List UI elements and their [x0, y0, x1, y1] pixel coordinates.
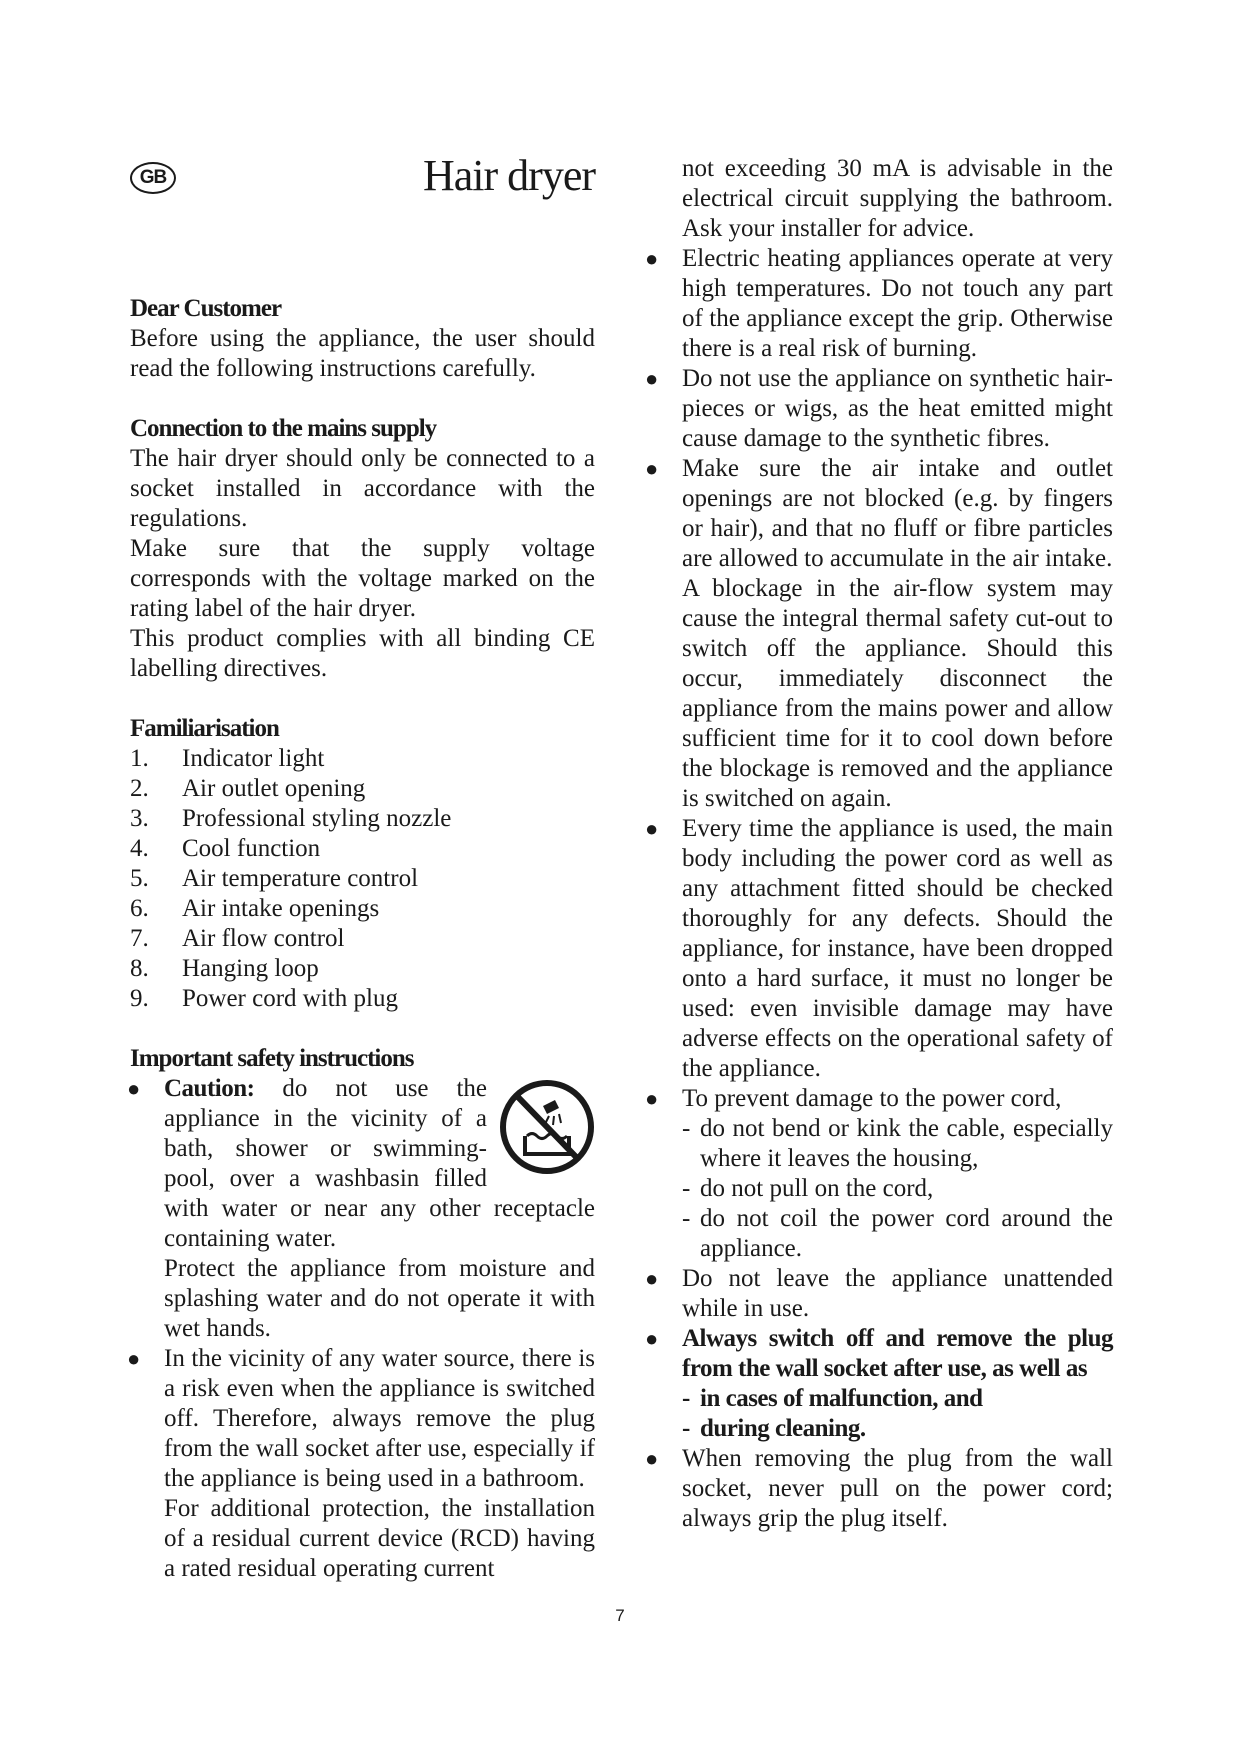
item-number: 6. [130, 895, 149, 922]
item-label: Cool function [182, 835, 321, 862]
list-item [130, 774, 595, 804]
switch-off-sub-text: during cleaning. [700, 1415, 866, 1442]
switch-off-sub-item: - during cleaning. [682, 1415, 866, 1442]
page-title: Hair dryer [422, 151, 595, 200]
cord-sub-item: - do not coil the power cord around the appliance. [682, 1205, 1113, 1262]
item-number: 9. [130, 985, 149, 1012]
item-label: Air flow control [182, 925, 345, 952]
cord-sub-text: do not bend or kink the cable, especially where it leaves the housing, [700, 1115, 1113, 1172]
air-intake-bullet: ● Make sure the air intake and outlet openings are not blocked (e.g. by fingers or hair), and that no fluff or fibre particles are allowed to accumulate in the air intake. [648, 454, 1113, 574]
switch-off-bullet: ● Always switch off and remove the plug from the wall socket after use, as well as [648, 1324, 1113, 1384]
page-header [130, 150, 595, 250]
item-label: Indicator light [182, 745, 325, 772]
switch-off-sub-item: - in cases of malfunction, and [682, 1385, 983, 1412]
item-number: 1. [130, 745, 149, 772]
blockage-text: A blockage in the air-flow system may cause the integral thermal safety cut-out to switch off the appliance. Should this occur, immediately disconnect the appliance from the mains power and allow sufficient time for it to cool down before the blockage is removed and the appliance is switched on again. [682, 575, 1113, 812]
mains-heading: Connection to the mains supply [130, 415, 437, 442]
cord-sub-item: - do not bend or kink the cable, especially where it leaves the housing, [682, 1115, 1113, 1172]
water-source-bullet: ● In the vicinity of any water source, there is a risk even when the appliance is switched off. Therefore, always remove the plug from the wall socket after use, especially if the appliance is being used in a bathroom. [130, 1344, 595, 1494]
cord-sub-text: do not pull on the cord, [700, 1175, 934, 1202]
caution-bullet [130, 1074, 595, 1254]
caution-text: do not use the appliance in the vicinity of a bath, shower or swimming-pool, over a washbasin filled with water or near any other receptacle containing water. [164, 1075, 595, 1252]
no-water-warning-icon [499, 1076, 595, 1178]
rcd-text: For additional protection, the installation of a residual current device (RCD) having a rated residual operating current [164, 1495, 595, 1582]
cord-sub-text: do not coil the power cord around the appliance. [700, 1205, 1113, 1262]
item-label: Air intake openings [182, 895, 380, 922]
mains-paragraph: The hair dryer should only be connected to a socket installed in accordance with the regulations. [130, 445, 595, 532]
list-item [130, 984, 595, 1014]
every-time-bullet: ● Every time the appliance is used, the main body including the power cord as well as any attachment fitted should be checked thoroughly for any defects. Should the appliance, for instance, have been dropped onto a hard surface, it must no longer be used: even invisible damage may have adverse effects on the operational safety of the appliance. [648, 814, 1113, 1084]
item-number: 8. [130, 955, 149, 982]
page-number: 7 [615, 1606, 625, 1625]
list-item [130, 894, 595, 924]
item-label: Professional styling nozzle [182, 805, 452, 832]
list-item [130, 834, 595, 864]
mains-paragraph: This product complies with all binding CE labelling directives. [130, 625, 595, 682]
cord-sub-item: - do not pull on the cord, [682, 1175, 934, 1202]
unattended-bullet: ● Do not leave the appliance unattended while in use. [648, 1264, 1113, 1324]
item-label: Power cord with plug [182, 985, 398, 1012]
item-label: Air outlet opening [182, 775, 366, 802]
left-column [130, 150, 595, 1584]
cord-bullet: ● To prevent damage to the power cord, [648, 1084, 1113, 1114]
list-item [130, 954, 595, 984]
intro-heading: Dear Customer [130, 295, 282, 322]
item-number: 3. [130, 805, 149, 832]
item-label: Hanging loop [182, 955, 319, 982]
list-item [130, 804, 595, 834]
list-item [130, 864, 595, 894]
caution-label: Caution: [164, 1075, 255, 1102]
synthetic-bullet: ● Do not use the appliance on synthetic hair-pieces or wigs, as the heat emitted might cause damage to the synthetic fibres. [648, 364, 1113, 454]
switch-off-sub-text: in cases of malfunction, and [700, 1385, 983, 1412]
parts-list [130, 744, 595, 1014]
list-item [130, 924, 595, 954]
safety-heading: Important safety instructions [130, 1045, 414, 1072]
item-number: 2. [130, 775, 149, 802]
item-number: 4. [130, 835, 149, 862]
intro-text: Before using the appliance, the user should read the following instructions carefully. [130, 325, 595, 382]
mains-paragraph: Make sure that the supply voltage corresponds with the voltage marked on the rating label of the hair dryer. [130, 535, 595, 622]
list-item [130, 744, 595, 774]
removing-bullet: ● When removing the plug from the wall socket, never pull on the power cord; always grip the plug itself. [648, 1444, 1113, 1534]
heating-bullet: ● Electric heating appliances operate at very high temperatures. Do not touch any part of the appliance except the grip. Otherwise there is a real risk of burning. [648, 244, 1113, 364]
item-label: Air temperature control [182, 865, 419, 892]
language-badge: GB [130, 162, 176, 194]
item-number: 7. [130, 925, 149, 952]
rcd-text-continued: not exceeding 30 mA is advisable in the electrical circuit supplying the bathroom. Ask your installer for advice. [682, 155, 1113, 242]
caution-extra: Protect the appliance from moisture and splashing water and do not operate it with wet hands. [164, 1255, 595, 1342]
right-column [648, 154, 1113, 1534]
item-number: 5. [130, 865, 149, 892]
familiarisation-heading: Familiarisation [130, 715, 279, 742]
